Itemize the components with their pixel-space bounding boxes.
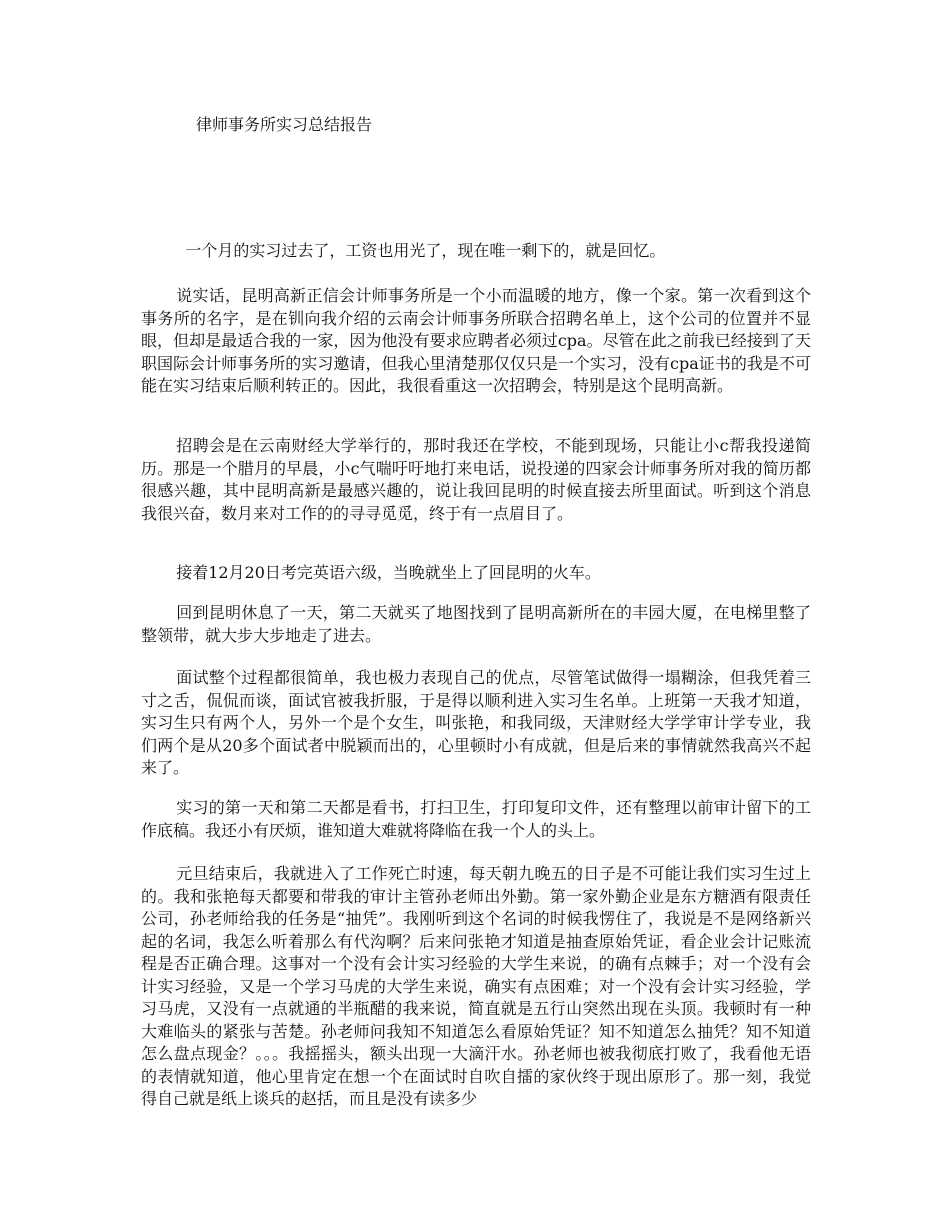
paragraph-1: 一个月的实习过去了，工资也用光了，现在唯一剩下的，就是回忆。 — [185, 241, 666, 260]
paragraph-6: 面试整个过程都很简单，我也极力表现自己的优点，尽管笔试做得一塌糊涂，但我凭着三寸之舌，侃侃而谈，面试官被我折服，于是得以顺利进入实习生名单。上班第一天我才知道，实习生只有两个人，另外一个是个女生，叫张艳，和我同级，天津财经大学学审计学专业，我们两个是从20多个面试者中脱颖而出的，心里顿时小有成就，但是后来的事情就然我高兴不起来了。 — [141, 668, 811, 777]
paragraph-8: 元旦结束后，我就进入了工作死亡时速，每天朝九晚五的日子是不可能让我们实习生过上的。我和张艳每天都要和带我的审计主管孙老师出外勤。第一家外勤企业是东方糖酒有限责任公司，孙老师给我的任务是“抽凭”。我刚听到这个名词的时候我愣住了，我说是不是网络新兴起的名词，我怎么听着那么有代沟啊？后来问张艳才知道是抽查原始凭证，看企业会计记账流程是否正确合理。这事对一个没有会计实习经验的大学生来说，的确有点棘手；对一个没有会计实习经验，又是一个学习马虎的大学生来说，确实有点困难；对一个没有会计实习经验，学习马虎，又没有一点就通的半瓶醋的我来说，简直就是五行山突然出现在头顶。我顿时有一种大难临头的紧张与苦楚。孙老师问我知不知道怎么看原始凭证？知不知道怎么抽凭？知不知道怎么盘点现金？。。。我摇摇头，额头出现一大滴汗水。孙老师也被我彻底打败了，我看他无语的表情就知道，他心里肯定在想一个在面试时自吹自擂的家伙终于现出原形了。那一刻，我觉得自己就是纸上谈兵的赵括，而且是没有读多少 — [141, 864, 811, 1108]
paragraph-7: 实习的第一天和第二天都是看书，打扫卫生，打印复印文件，还有整理以前审计留下的工作底稿。我还小有厌烦，谁知道大难就将降临在我一个人的头上。 — [141, 798, 811, 840]
document-title: 律师事务所实习总结报告 — [196, 115, 373, 134]
paragraph-5: 回到昆明休息了一天，第二天就买了地图找到了昆明高新所在的丰园大厦，在电梯里整了整领带，就大步大步地走了进去。 — [141, 603, 811, 645]
paragraph-2: 说实话，昆明高新正信会计师事务所是一个小而温暖的地方，像一个家。第一次看到这个事务所的名字，是在钏向我介绍的云南会计师事务所联合招聘名单上，这个公司的位置并不显眼，但却是最适合我的一家，因为他没有要求应聘者必须过cpa。尽管在此之前我已经接到了天职国际会计师事务所的实习邀请，但我心里清楚那仅仅只是一个实习，没有cpa证书的我是不可能在实习结束后顺利转正的。因此，我很看重这一次招聘会，特别是这个昆明高新。 — [141, 286, 811, 395]
paragraph-4: 接着12月20日考完英语六级，当晚就坐上了回昆明的火车。 — [176, 563, 601, 582]
paragraph-3: 招聘会是在云南财经大学举行的，那时我还在学校，不能到现场，只能让小c帮我投递简历。那是一个腊月的早晨，小c气喘吁吁地打来电话，说投递的四家会计师事务所对我的简历都很感兴趣，其中昆明高新是最感兴趣的，说让我回昆明的时候直接去所里面试。听到这个消息我很兴奋，数月来对工作的的寻寻觅觅，终于有一点眉目了。 — [141, 436, 811, 523]
